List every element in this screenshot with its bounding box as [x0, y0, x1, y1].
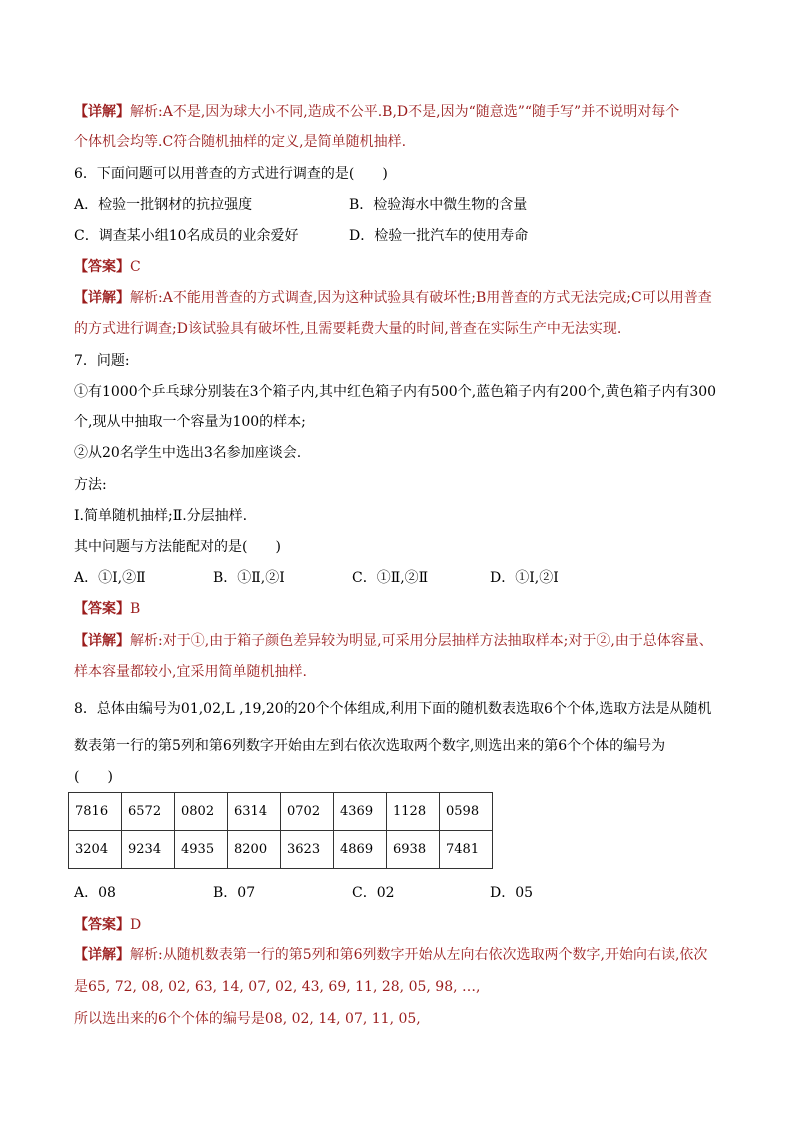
q5-detail-text-1: 解析:A不是,因为球大小不同,造成不公平.B,D不是,因为“随意选”“随手写”并不说明对每个 — [130, 104, 680, 120]
q6-answer: C — [130, 259, 141, 275]
q8-answer: D — [130, 917, 142, 933]
q7-option-c: C．①Ⅱ,②Ⅱ — [352, 570, 429, 586]
q8-detail-line-2: 是65, 72, 08, 02, 63, 14, 07, 02, 43, 69, 11, 28, 05, 98, …, — [74, 979, 481, 995]
q6-stem: 6．下面问题可以用普查的方式进行调查的是( ) — [74, 166, 388, 182]
q8-detail-line-1 — [74, 946, 734, 964]
table-cell: 6938 — [387, 831, 440, 869]
table-cell: 9234 — [122, 831, 175, 869]
q8-stem-line-1: 8．总体由编号为01,02,L ,19,20的20个个体组成,利用下面的随机数表选取6个个体,选取方法是从随机 — [74, 701, 712, 717]
q6-option-c: C．调查某小组10名成员的业余爱好 — [74, 228, 299, 244]
q8-option-a: A．08 — [74, 885, 116, 901]
table-cell: 3204 — [69, 831, 122, 869]
q6-option-a: A．检验一批钢材的抗拉强度 — [74, 197, 253, 213]
q7-answer: B — [130, 601, 141, 617]
table-cell: 4369 — [334, 793, 387, 831]
q7-question: 其中问题与方法能配对的是( ) — [74, 539, 281, 555]
q8-detail-line-3: 所以选出来的6个个体的编号是08, 02, 14, 07, 11, 05, — [74, 1011, 421, 1027]
table-cell: 0598 — [440, 793, 493, 831]
table-row — [69, 793, 493, 831]
q8-option-d: D．05 — [490, 885, 534, 901]
q8-option-b: B．07 — [213, 885, 256, 901]
q8-answer-line — [74, 916, 734, 934]
detail-tag: 【详解】 — [74, 947, 130, 963]
q7-option-a: A．①Ⅰ,②Ⅱ — [74, 570, 146, 586]
q6-answer-line — [74, 258, 734, 276]
table-row — [69, 831, 493, 869]
answer-tag: 【答案】 — [74, 601, 130, 617]
q7-detail-line-2: 样本容量都较小,宜采用简单随机抽样. — [74, 664, 307, 680]
answer-tag: 【答案】 — [74, 917, 130, 933]
q7-option-d: D．①Ⅰ,②Ⅰ — [490, 570, 559, 586]
q7-option-b: B．①Ⅱ,②Ⅰ — [213, 570, 285, 586]
table-cell: 0802 — [175, 793, 228, 831]
table-cell: 4935 — [175, 831, 228, 869]
q7-item2: ②从20名学生中选出3名参加座谈会. — [74, 445, 302, 461]
q6-detail-line-1 — [74, 289, 734, 307]
random-number-table — [68, 792, 493, 869]
table-cell: 0702 — [281, 793, 334, 831]
table-cell: 6572 — [122, 793, 175, 831]
answer-tag: 【答案】 — [74, 259, 130, 275]
table-cell: 8200 — [228, 831, 281, 869]
q8-detail-text-1: 解析:从随机数表第一行的第5列和第6列数字开始从左向右依次选取两个数字,开始向右读,依次 — [130, 947, 708, 963]
q7-method-label: 方法: — [74, 477, 107, 493]
q6-option-b: B．检验海水中微生物的含量 — [349, 197, 528, 213]
q7-methods: Ⅰ.简单随机抽样;Ⅱ.分层抽样. — [74, 508, 248, 524]
detail-tag: 【详解】 — [74, 290, 130, 306]
q7-detail-line-1 — [74, 632, 734, 650]
table-cell: 6314 — [228, 793, 281, 831]
table-cell: 1128 — [387, 793, 440, 831]
q7-stem: 7．问题: — [74, 353, 130, 369]
q5-detail-line-1 — [74, 103, 734, 121]
q8-stem-line-2: 数表第一行的第5列和第6列数字开始由左到右依次选取两个数字,则选出来的第6个个体的编号为 — [74, 738, 666, 754]
detail-tag: 【详解】 — [74, 104, 130, 120]
q6-detail-text-1: 解析:A不能用普查的方式调查,因为这种试验具有破坏性;B用普查的方式无法完成;C可以用普查 — [130, 290, 712, 306]
table-cell: 7816 — [69, 793, 122, 831]
detail-tag: 【详解】 — [74, 633, 130, 649]
q6-option-d: D．检验一批汽车的使用寿命 — [349, 228, 529, 244]
table-cell: 7481 — [440, 831, 493, 869]
q7-item1-line-2: 个,现从中抽取一个容量为100的样本; — [74, 414, 306, 430]
q8-stem-line-3: ( ) — [74, 769, 113, 785]
table-cell: 4869 — [334, 831, 387, 869]
q7-item1-line-1: ①有1000个乒乓球分别装在3个箱子内,其中红色箱子内有500个,蓝色箱子内有200个,黄色箱子内有300 — [74, 384, 717, 400]
q5-detail-line-2: 个体机会均等.C符合随机抽样的定义,是简单随机抽样. — [74, 134, 407, 150]
q7-answer-line — [74, 600, 734, 618]
table-cell: 3623 — [281, 831, 334, 869]
q7-detail-text-1: 解析:对于①,由于箱子颜色差异较为明显,可采用分层抽样方法抽取样本;对于②,由于总体容量、 — [130, 633, 713, 649]
q6-detail-line-2: 的方式进行调查;D该试验具有破坏性,且需要耗费大量的时间,普查在实际生产中无法实现. — [74, 321, 622, 337]
q8-option-c: C．02 — [352, 885, 395, 901]
